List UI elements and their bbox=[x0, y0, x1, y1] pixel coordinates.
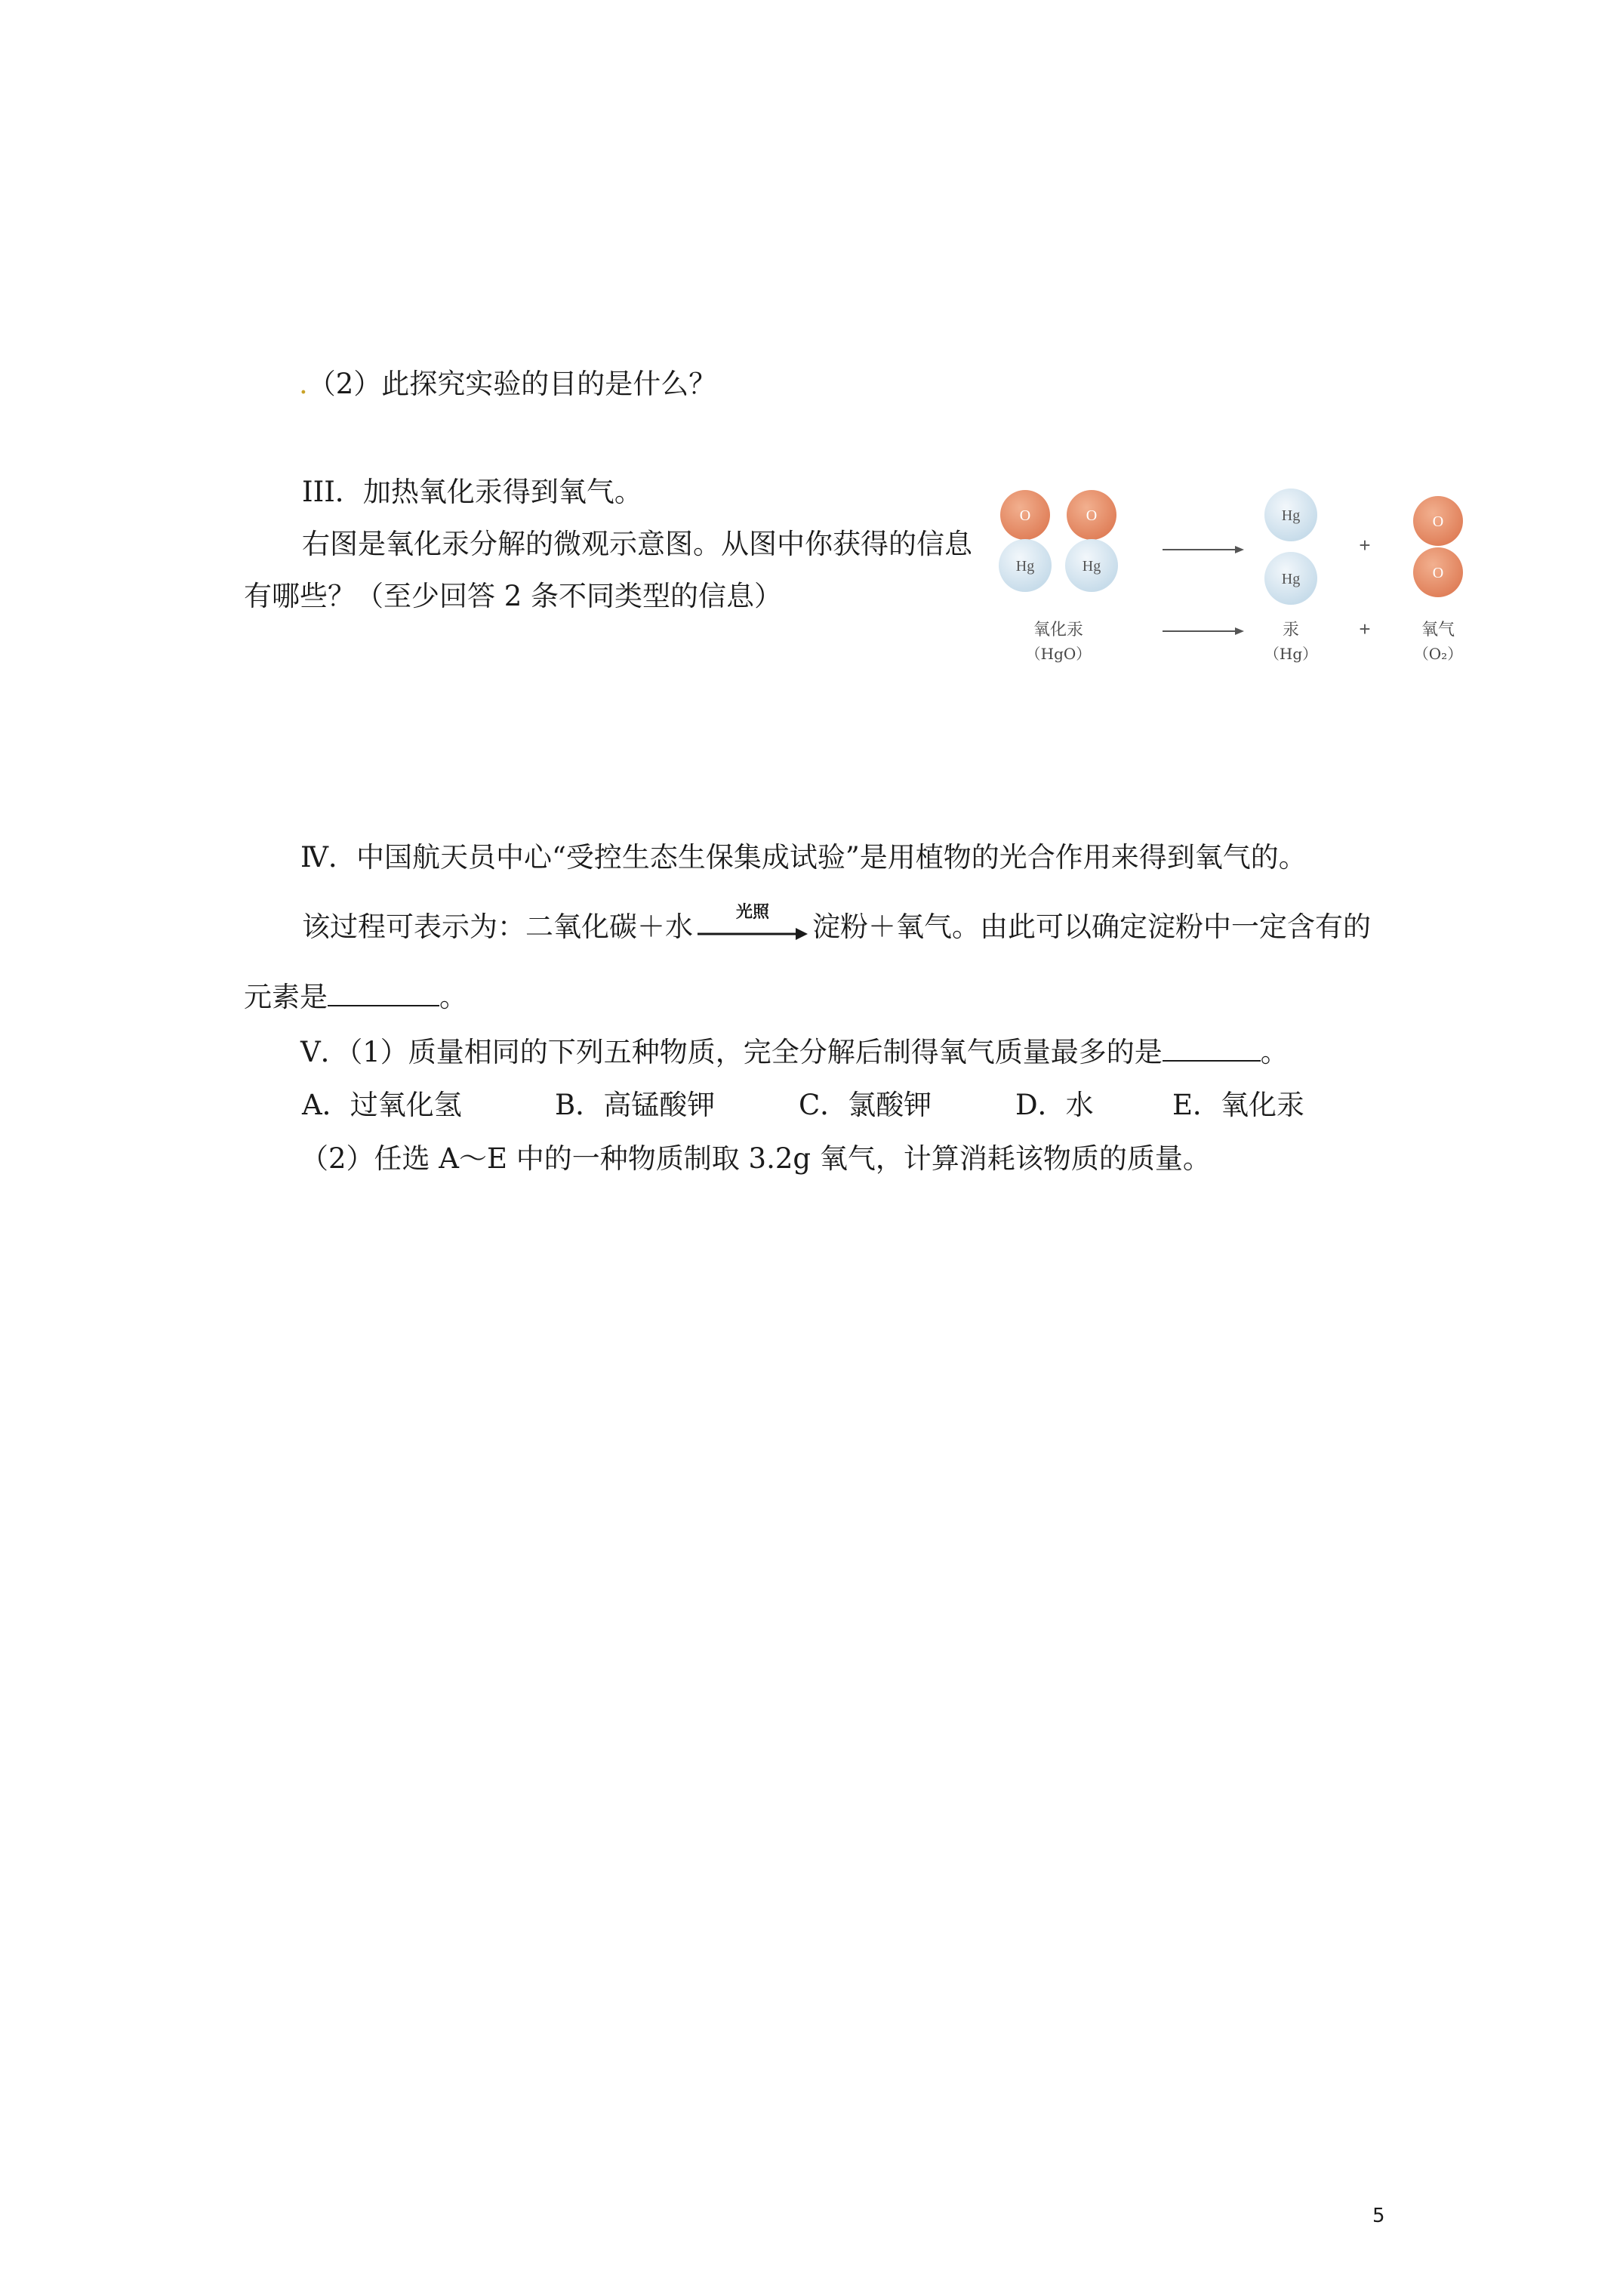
mercury-atom-label: Hg bbox=[1015, 558, 1035, 575]
light-reaction-arrow bbox=[696, 901, 809, 945]
equation-reactants: 该过程可表示为：二氧化碳＋水 bbox=[302, 911, 693, 943]
equation-products: 淀粉＋氧气。由此可以确定淀粉中一定含有的 bbox=[812, 911, 1371, 943]
hgo-molecule-1 bbox=[999, 490, 1052, 592]
section4-line1: Ⅳ．中国航天员中心“受控生态生保集成试验”是用植物的光合作用来得到氧气的。 bbox=[300, 841, 1307, 874]
section5-q1-text: Ⅴ．（1）质量相同的下列五种物质，完全分解后制得氧气质量最多的是 bbox=[300, 1036, 1163, 1068]
section5-q2: （2）任选 A～E 中的一种物质制取 3.2g 氧气，计算消耗该物质的质量。 bbox=[300, 1142, 1211, 1175]
element-answer-blank[interactable] bbox=[328, 982, 439, 1006]
option-c: C．氯酸钾 bbox=[799, 1089, 932, 1121]
hgo-molecule-2 bbox=[1065, 490, 1118, 592]
reaction-arrow-top bbox=[1163, 546, 1244, 553]
arrow-condition-label: 光照 bbox=[735, 901, 769, 922]
product1-formula: （Hg） bbox=[1264, 645, 1318, 663]
page-number: 5 bbox=[1372, 2205, 1385, 2227]
answer-period: 。 bbox=[439, 981, 467, 1013]
option-b: B．高锰酸钾 bbox=[555, 1089, 716, 1121]
answer-prompt: 元素是 bbox=[244, 981, 328, 1013]
option-e: E．氧化汞 bbox=[1172, 1089, 1305, 1121]
oxygen-atom-label: O bbox=[1019, 507, 1031, 524]
reaction-arrow-bottom bbox=[1163, 627, 1244, 635]
section3-body-line2: 有哪些？（至少回答 2 条不同类型的信息） bbox=[244, 580, 783, 612]
question-purpose-text: （2）此探究实验的目的是什么？ bbox=[307, 368, 717, 400]
oxygen-molecule bbox=[1413, 496, 1463, 597]
product2-formula: （O₂） bbox=[1413, 645, 1463, 663]
mercury-oxide-decomposition-diagram bbox=[996, 474, 1480, 678]
most-oxygen-answer-blank[interactable] bbox=[1163, 1037, 1261, 1062]
option-a: A．过氧化氢 bbox=[302, 1089, 462, 1121]
section3-body-line1: 右图是氧化汞分解的微观示意图。从图中你获得的信息 bbox=[302, 528, 972, 560]
reactant-name: 氧化汞 bbox=[1033, 621, 1084, 639]
product1-name: 汞 bbox=[1282, 621, 1300, 639]
plus-sign-top: + bbox=[1359, 534, 1371, 556]
section3-heading: III．加热氧化汞得到氧气。 bbox=[302, 476, 642, 508]
oxygen-atom-label: O bbox=[1432, 513, 1444, 530]
stray-dot: . bbox=[299, 368, 308, 400]
reactant-formula: （HgO） bbox=[1025, 645, 1092, 663]
oxygen-atom-label: O bbox=[1086, 507, 1098, 524]
mercury-atom-label: Hg bbox=[1281, 507, 1301, 524]
product2-name: 氧气 bbox=[1421, 621, 1455, 639]
oxygen-atom-label: O bbox=[1432, 565, 1444, 581]
section5-q1-period: 。 bbox=[1260, 1036, 1289, 1068]
question-purpose bbox=[299, 366, 716, 402]
mercury-product bbox=[1264, 488, 1317, 605]
mercury-atom-label: Hg bbox=[1082, 558, 1101, 575]
mercury-atom-label: Hg bbox=[1281, 571, 1301, 587]
plus-sign-bottom: + bbox=[1359, 618, 1371, 640]
section4-line3 bbox=[244, 979, 467, 1015]
option-d: D．水 bbox=[1015, 1089, 1094, 1121]
section4-line2 bbox=[302, 901, 1371, 945]
section5-q1 bbox=[300, 1034, 1289, 1071]
